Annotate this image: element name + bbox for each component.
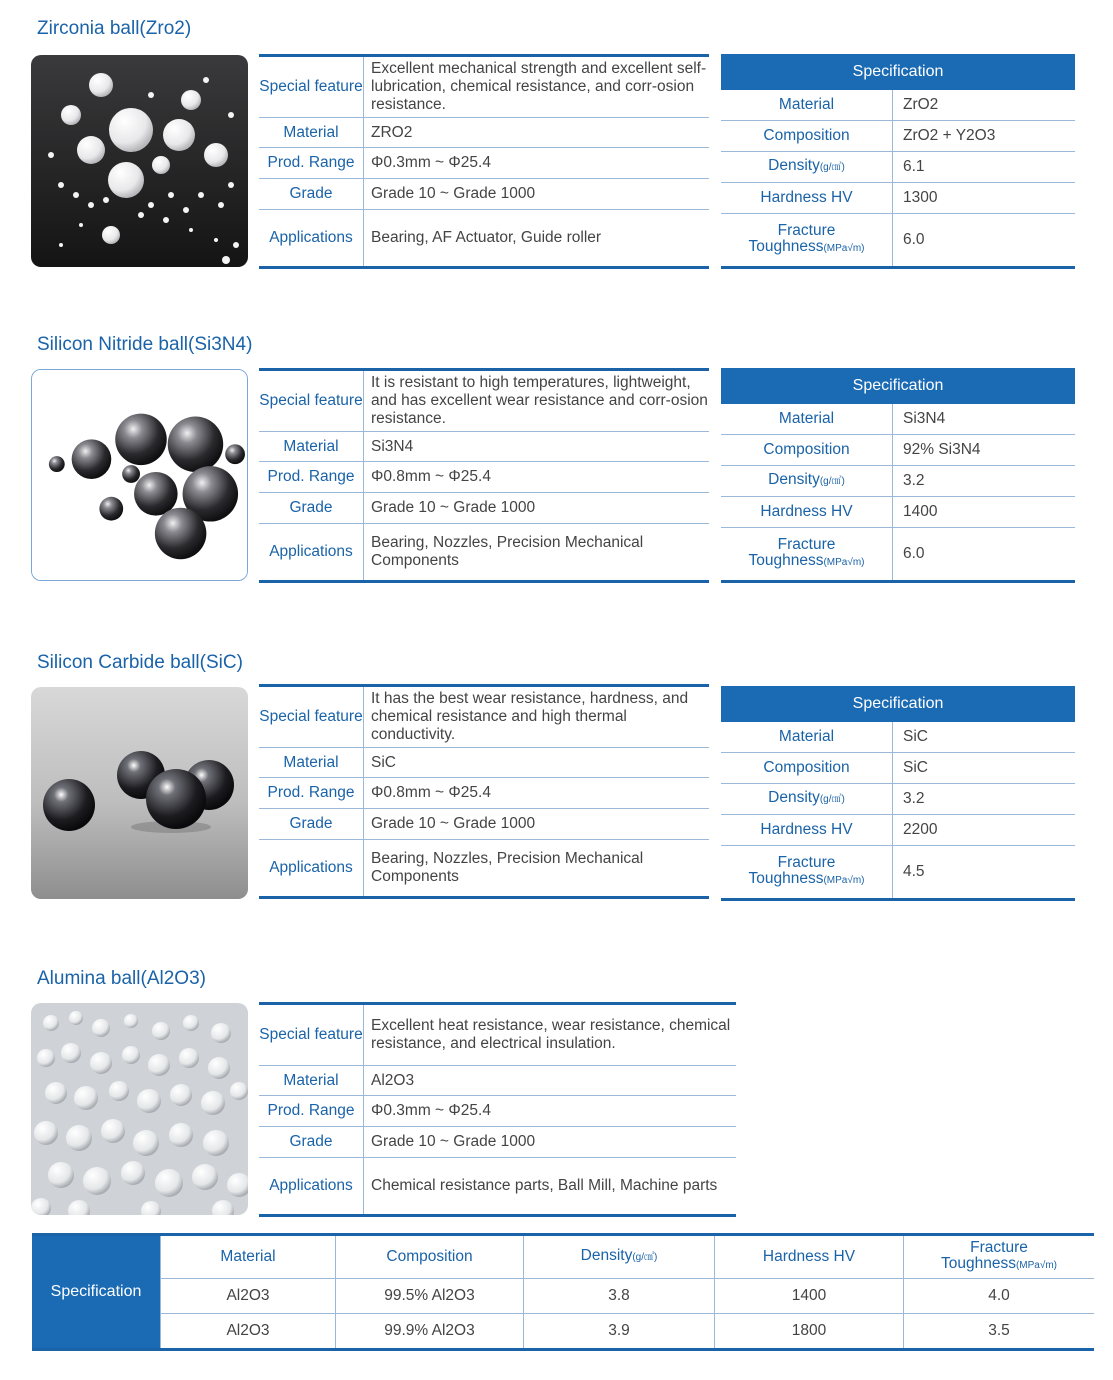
- spec-header: Specification: [721, 686, 1075, 722]
- spec-hardness-value: 2200: [893, 815, 1076, 846]
- grade-value: Grade 10 ~ Grade 1000: [364, 493, 710, 524]
- spec-density-label: Density(g/㎤): [721, 466, 893, 497]
- prod-range-label: Prod. Range: [259, 1096, 364, 1127]
- spec-material-value: ZrO2: [893, 90, 1076, 121]
- special-feature-value: Excellent mechanical strength and excellent self-lubrication, chemical resistance, and corr-osion resistance.: [364, 56, 710, 118]
- cell-material: Al2O3: [161, 1279, 336, 1314]
- cell-fracture: 4.0: [904, 1279, 1095, 1314]
- silicon-carbide-spec-table: [721, 686, 1075, 901]
- applications-value: Bearing, Nozzles, Precision Mechanical Components: [371, 850, 644, 885]
- grade-label: Grade: [259, 179, 364, 210]
- spec-density-label: Density(g/㎤): [721, 152, 893, 183]
- col-hardness: Hardness HV: [715, 1235, 904, 1279]
- section-title-zirconia: Zirconia ball(Zro2): [37, 18, 192, 39]
- spec-material-label: Material: [721, 404, 893, 435]
- spec-fracture-label: Fracture Toughness(MPa√m): [721, 528, 893, 582]
- col-density: Density(g/㎤): [524, 1235, 715, 1279]
- material-label: Material: [259, 432, 364, 462]
- applications-label: Applications: [259, 210, 364, 268]
- spec-hardness-label: Hardness HV: [721, 497, 893, 528]
- prod-range-label: Prod. Range: [259, 778, 364, 809]
- cell-composition: 99.5% Al2O3: [336, 1279, 524, 1314]
- spec-fracture-label: Fracture Toughness(MPa√m): [721, 214, 893, 268]
- section-title-silicon-nitride: Silicon Nitride ball(Si3N4): [37, 334, 253, 355]
- cell-hardness: 1400: [715, 1279, 904, 1314]
- spec-material-label: Material: [721, 722, 893, 753]
- special-feature-value: Excellent heat resistance, wear resistance, chemical resistance, and electrical insulation.: [364, 1004, 737, 1066]
- cell-fracture: 3.5: [904, 1314, 1095, 1350]
- grade-value: Grade 10 ~ Grade 1000: [364, 809, 710, 840]
- grade-value: Grade 10 ~ Grade 1000: [364, 179, 710, 210]
- spec-composition-value: 92% Si3N4: [893, 435, 1076, 466]
- material-label: Material: [259, 748, 364, 778]
- spec-composition-value: ZrO2 + Y2O3: [893, 121, 1076, 152]
- spec-fracture-value: 4.5: [903, 863, 925, 880]
- spec-hardness-label: Hardness HV: [721, 815, 893, 846]
- prod-range-value: Φ0.3mm ~ Φ25.4: [364, 1096, 737, 1127]
- zirconia-balls-photo: [31, 55, 248, 267]
- grade-value: Grade 10 ~ Grade 1000: [364, 1127, 737, 1158]
- grade-label: Grade: [259, 809, 364, 840]
- spec-material-label: Material: [721, 90, 893, 121]
- spec-composition-label: Composition: [721, 121, 893, 152]
- applications-label: Applications: [259, 840, 364, 898]
- applications-label: Applications: [259, 524, 364, 582]
- material-value: SiC: [364, 748, 710, 778]
- alumina-balls-photo: [31, 1003, 248, 1215]
- table-row: [32, 1279, 1094, 1314]
- material-label: Material: [259, 118, 364, 148]
- alumina-feature-table: [259, 1002, 736, 1217]
- cell-density: 3.9: [524, 1314, 715, 1350]
- special-feature-label: Special feature: [259, 370, 364, 432]
- applications-label: Applications: [259, 1158, 364, 1216]
- special-feature-value: It has the best wear resistance, hardness, and chemical resistance and high thermal conductivity.: [364, 686, 710, 748]
- silicon-carbide-balls-photo: [31, 687, 248, 899]
- material-label: Material: [259, 1066, 364, 1096]
- special-feature-value: It is resistant to high temperatures, lightweight, and has excellent wear resistance and corr-osion resistance.: [364, 370, 710, 432]
- spec-material-value: Si3N4: [893, 404, 1076, 435]
- spec-hardness-value: 1300: [893, 183, 1076, 214]
- cell-density: 3.8: [524, 1279, 715, 1314]
- material-value: Si3N4: [364, 432, 710, 462]
- spec-fracture-value: 6.0: [903, 231, 925, 248]
- spec-density-value: 3.2: [893, 466, 1076, 497]
- prod-range-value: Φ0.3mm ~ Φ25.4: [364, 148, 710, 179]
- col-material: Material: [161, 1235, 336, 1279]
- spec-side-label: Specification: [32, 1235, 161, 1350]
- applications-value: Bearing, AF Actuator, Guide roller: [371, 229, 602, 246]
- spec-hardness-label: Hardness HV: [721, 183, 893, 214]
- table-row: [32, 1314, 1094, 1350]
- spec-density-label: Density(g/㎤): [721, 784, 893, 815]
- silicon-nitride-balls-photo: [31, 369, 248, 581]
- special-feature-label: Special feature: [259, 56, 364, 118]
- material-value: Al2O3: [364, 1066, 737, 1096]
- prod-range-label: Prod. Range: [259, 148, 364, 179]
- cell-hardness: 1800: [715, 1314, 904, 1350]
- cell-composition: 99.9% Al2O3: [336, 1314, 524, 1350]
- spec-header: Specification: [721, 54, 1075, 90]
- col-composition: Composition: [336, 1235, 524, 1279]
- col-fracture: Fracture Toughness(MPa√m): [904, 1235, 1095, 1279]
- spec-composition-label: Composition: [721, 753, 893, 784]
- material-value: ZRO2: [364, 118, 710, 148]
- spec-header: Specification: [721, 368, 1075, 404]
- alumina-spec-table: [32, 1233, 1094, 1351]
- zirconia-feature-table: [259, 54, 709, 269]
- prod-range-value: Φ0.8mm ~ Φ25.4: [364, 462, 710, 493]
- prod-range-label: Prod. Range: [259, 462, 364, 493]
- spec-fracture-label: Fracture Toughness(MPa√m): [721, 846, 893, 900]
- special-feature-label: Special feature: [259, 1004, 364, 1066]
- silicon-carbide-feature-table: [259, 684, 709, 899]
- spec-density-value: 3.2: [893, 784, 1076, 815]
- special-feature-label: Special feature: [259, 686, 364, 748]
- applications-value: Bearing, Nozzles, Precision Mechanical Components: [371, 534, 644, 569]
- grade-label: Grade: [259, 493, 364, 524]
- spec-density-value: 6.1: [893, 152, 1076, 183]
- spec-material-value: SiC: [893, 722, 1076, 753]
- cell-material: Al2O3: [161, 1314, 336, 1350]
- section-title-alumina: Alumina ball(Al2O3): [37, 968, 206, 989]
- section-title-silicon-carbide: Silicon Carbide ball(SiC): [37, 652, 243, 673]
- prod-range-value: Φ0.8mm ~ Φ25.4: [364, 778, 710, 809]
- silicon-nitride-feature-table: [259, 368, 709, 583]
- applications-value: Chemical resistance parts, Ball Mill, Machine parts: [371, 1177, 718, 1194]
- spec-composition-label: Composition: [721, 435, 893, 466]
- grade-label: Grade: [259, 1127, 364, 1158]
- spec-composition-value: SiC: [893, 753, 1076, 784]
- spec-fracture-value: 6.0: [903, 545, 925, 562]
- silicon-nitride-spec-table: [721, 368, 1075, 583]
- spec-hardness-value: 1400: [893, 497, 1076, 528]
- zirconia-spec-table: [721, 54, 1075, 269]
